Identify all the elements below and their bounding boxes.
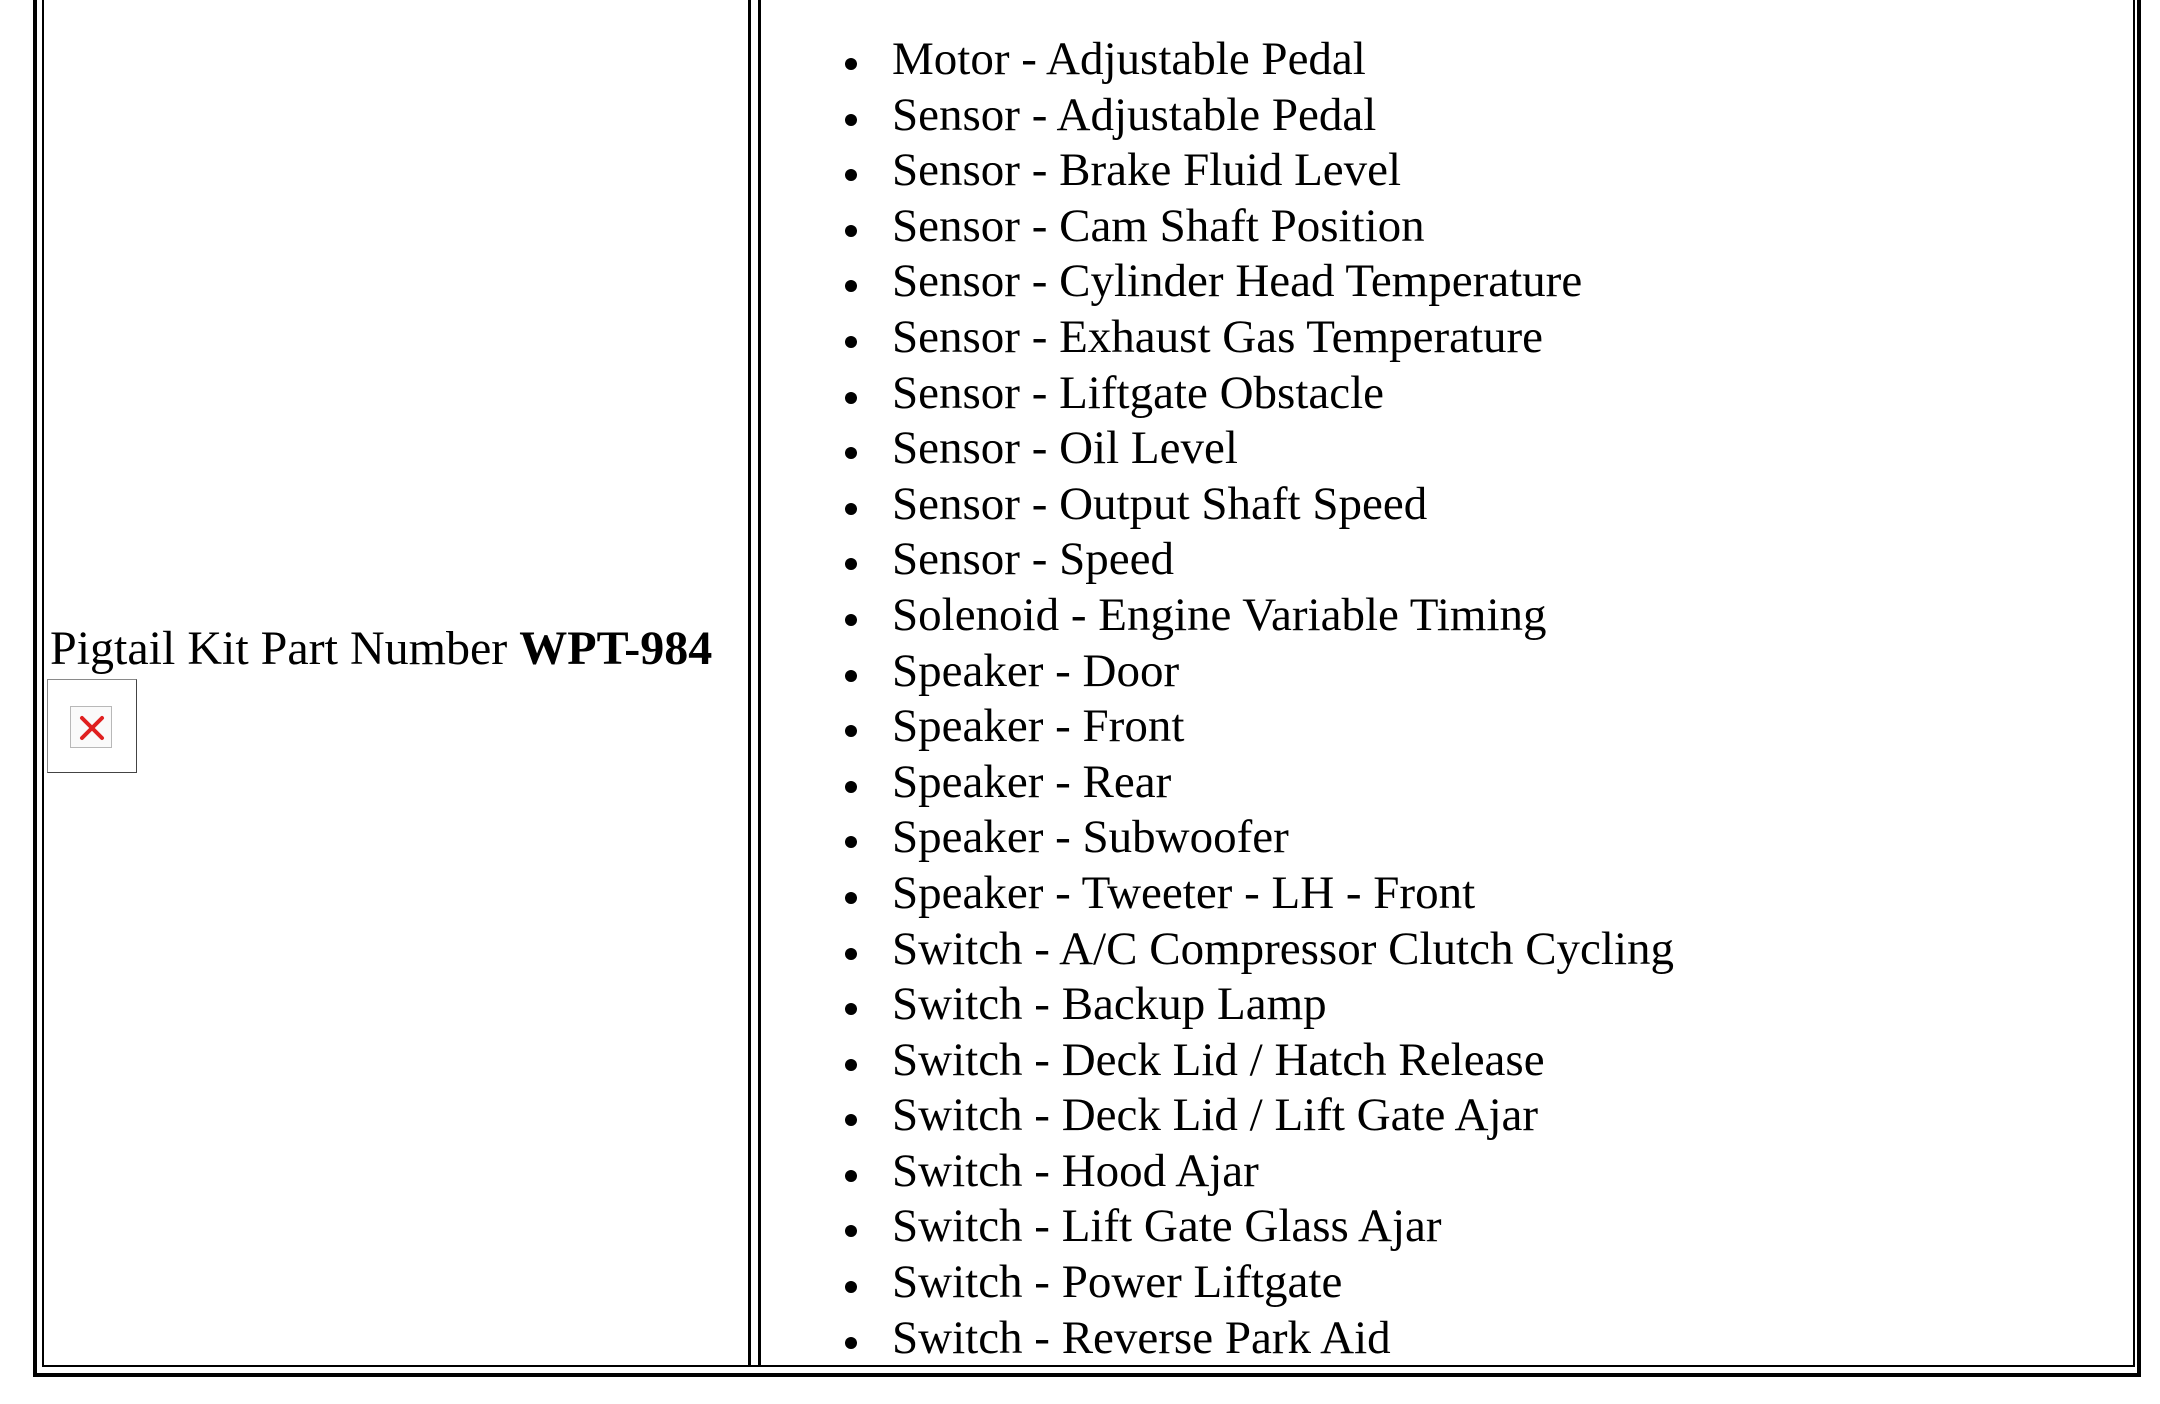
list-item — [840, 1033, 1674, 1089]
bullet-icon — [845, 558, 857, 570]
list-item-text: Sensor - Liftgate Obstacle — [892, 366, 1385, 419]
list-item-text: Speaker - Door — [892, 644, 1180, 697]
pigtail-cell — [42, 0, 751, 1367]
bullet-icon — [845, 948, 857, 960]
bullet-icon — [845, 503, 857, 515]
list-item-text: Sensor - Brake Fluid Level — [892, 144, 1402, 197]
bullet-icon — [845, 392, 857, 404]
bullet-icon — [845, 1170, 857, 1182]
pigtail-part-number: WPT-984 — [519, 622, 713, 675]
parts-list — [840, 32, 1674, 1366]
list-item — [840, 810, 1674, 866]
bullet-icon — [845, 169, 857, 181]
list-item — [840, 922, 1674, 978]
list-item — [840, 88, 1674, 144]
list-item — [840, 588, 1674, 644]
list-item-text: Switch - Deck Lid / Lift Gate Ajar — [892, 1089, 1539, 1142]
list-item — [840, 366, 1674, 422]
list-item-text: Switch - Power Liftgate — [892, 1256, 1343, 1309]
list-item — [840, 977, 1674, 1033]
list-item-text: Switch - Reverse Park Aid — [892, 1311, 1391, 1364]
bullet-icon — [845, 447, 857, 459]
list-item — [840, 1088, 1674, 1144]
list-item-text: Switch - Deck Lid / Hatch Release — [892, 1033, 1545, 1086]
bullet-icon — [845, 836, 857, 848]
list-item-text: Sensor - Adjustable Pedal — [892, 88, 1377, 141]
list-item — [840, 644, 1674, 700]
list-item — [840, 254, 1674, 310]
bullet-icon — [845, 614, 857, 626]
bullet-icon — [845, 1337, 857, 1349]
list-item-text: Sensor - Oil Level — [892, 422, 1238, 475]
list-item-text: Solenoid - Engine Variable Timing — [892, 588, 1547, 641]
list-item — [840, 1199, 1674, 1255]
list-item-text: Speaker - Subwoofer — [892, 811, 1289, 864]
list-item — [840, 143, 1674, 199]
list-item — [840, 755, 1674, 811]
bullet-icon — [845, 670, 857, 682]
list-item — [840, 1255, 1674, 1311]
bullet-icon — [845, 725, 857, 737]
list-item — [840, 421, 1674, 477]
bullet-icon — [845, 1225, 857, 1237]
list-item — [840, 866, 1674, 922]
list-item-text: Sensor - Speed — [892, 533, 1174, 586]
list-item-text: Sensor - Cam Shaft Position — [892, 199, 1425, 252]
bullet-icon — [845, 1003, 857, 1015]
list-item — [840, 32, 1674, 88]
list-item-text: Speaker - Rear — [892, 755, 1172, 808]
bullet-icon — [845, 1281, 857, 1293]
pigtail-kit-text: Pigtail Kit Part Number — [50, 622, 520, 675]
list-item-text: Speaker - Front — [892, 700, 1185, 753]
list-item-text: Switch - A/C Compressor Clutch Cycling — [892, 922, 1675, 975]
list-item-text: Sensor - Output Shaft Speed — [892, 477, 1428, 530]
broken-image-frame — [70, 706, 112, 748]
pigtail-kit-label — [50, 620, 712, 678]
list-item — [840, 532, 1674, 588]
bullet-icon — [845, 114, 857, 126]
bullet-icon — [845, 892, 857, 904]
bullet-icon — [845, 781, 857, 793]
list-item — [840, 699, 1674, 755]
bullet-icon — [845, 280, 857, 292]
bullet-icon — [845, 225, 857, 237]
list-item-text: Switch - Backup Lamp — [892, 978, 1327, 1031]
bullet-icon — [845, 1114, 857, 1126]
list-item-text: Switch - Lift Gate Glass Ajar — [892, 1200, 1442, 1253]
bullet-icon — [845, 336, 857, 348]
list-item-text: Sensor - Cylinder Head Temperature — [892, 255, 1583, 308]
list-item-text: Motor - Adjustable Pedal — [892, 33, 1366, 85]
bullet-icon — [845, 58, 857, 70]
list-item — [840, 477, 1674, 533]
list-item-text: Switch - Hood Ajar — [892, 1144, 1259, 1197]
list-item — [840, 199, 1674, 255]
list-item — [840, 310, 1674, 366]
bullet-icon — [845, 1059, 857, 1071]
close-icon — [79, 715, 105, 741]
broken-image-icon — [47, 679, 137, 773]
list-item-text: Sensor - Exhaust Gas Temperature — [892, 310, 1544, 363]
list-item — [840, 1311, 1674, 1367]
list-item-text: Speaker - Tweeter - LH - Front — [892, 866, 1476, 919]
list-item — [840, 1144, 1674, 1200]
